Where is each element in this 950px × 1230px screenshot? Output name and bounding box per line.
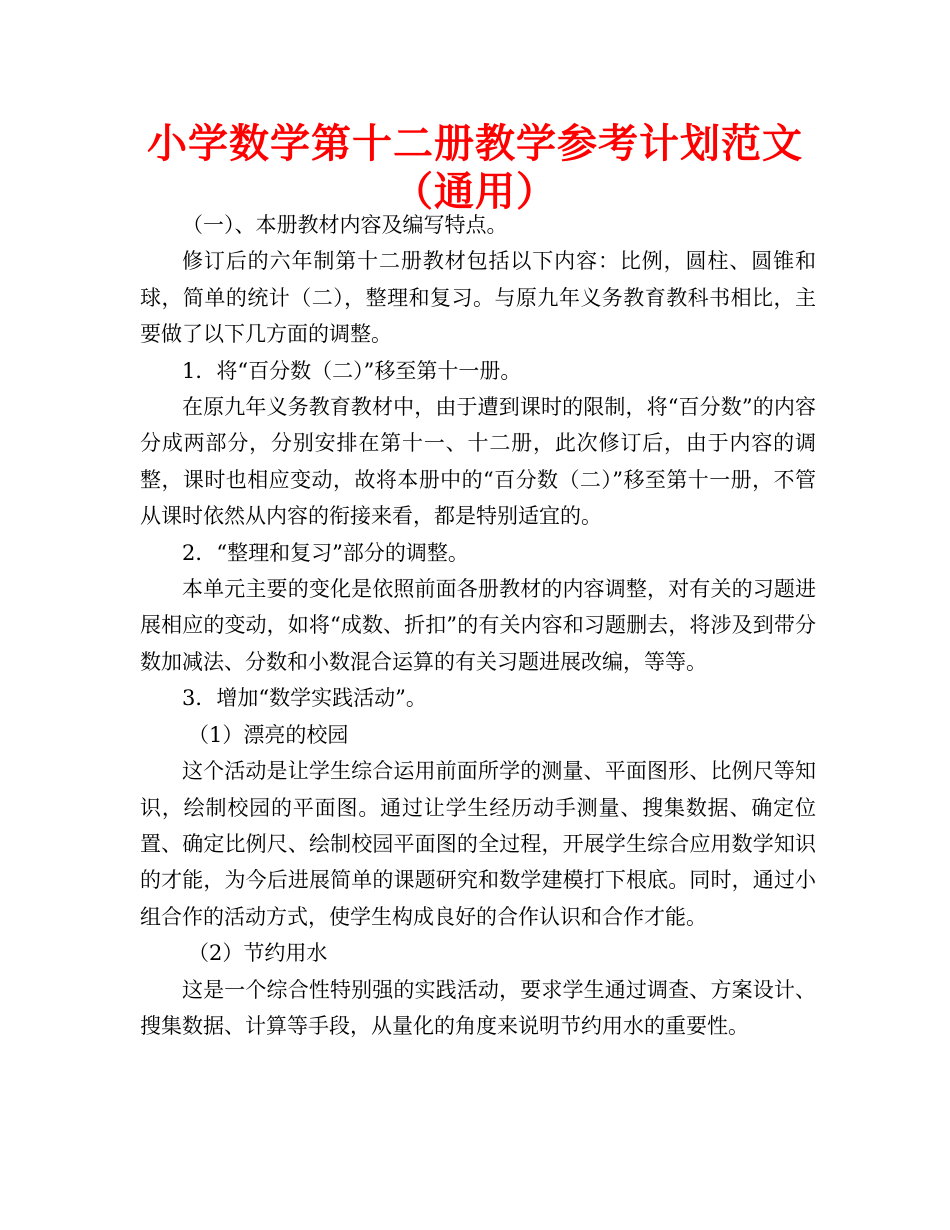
sub-heading: （1）漂亮的校园 xyxy=(188,722,349,747)
body-paragraph: 这个活动是让学生综合运用前面所学的测量、平面图形、比例尺等知识，绘制校园的平面图。通过让学生经历动手测量、搜集数据、确定位置、确定比例尺、绘制校园平面图的全过程，开展学生综合应用数学知识的才能，为今后进展简单的课题研究和数学建模打下根底。同时，通过小组合作的活动方式，使学生构成良好的合作认识和合作才能。 xyxy=(140,759,816,929)
body-paragraph: 本单元主要的变化是依照前面各册教材的内容调整，对有关的习题进展相应的变动，如将“成数、折扣”的有关内容和习题删去，将涉及到带分数加减法、分数和小数混合运算的有关习题进展改编，等等。 xyxy=(140,577,816,674)
body-paragraph: 这是一个综合性特别强的实践活动，要求学生通过调查、方案设计、搜集数据、计算等手段，从量化的角度来说明节约用水的重要性。 xyxy=(140,977,816,1038)
list-item-heading: 3．增加“数学实践活动”。 xyxy=(182,686,427,711)
sub-heading: （2）节约用水 xyxy=(188,941,328,966)
section-heading: （一）、本册教材内容及编写特点。 xyxy=(182,213,508,237)
body-paragraph: 在原九年义务教育教材中，由于遭到课时的限制，将“百分数”的内容分成两部分，分别安排在第十一、十二册，此次修订后，由于内容的调整，课时也相应变动，故将本册中的“百分数（二）”移至第十一册，不管从课时依然从内容的衔接来看，都是特别适宜的。 xyxy=(140,395,816,529)
document-body xyxy=(140,207,816,1044)
body-paragraph: 修订后的六年制第十二册教材包括以下内容：比例，圆柱、圆锥和球，简单的统计（二），整理和复习。与原九年义务教育教科书相比，主要做了以下几方面的调整。 xyxy=(140,249,816,347)
document-title: 小学数学第十二册教学参考计划范文（通用） xyxy=(147,121,803,215)
list-item-heading: 1．将“百分数（二）”移至第十一册。 xyxy=(182,358,522,383)
list-item-heading: 2．“整理和复习”部分的调整。 xyxy=(182,540,469,565)
